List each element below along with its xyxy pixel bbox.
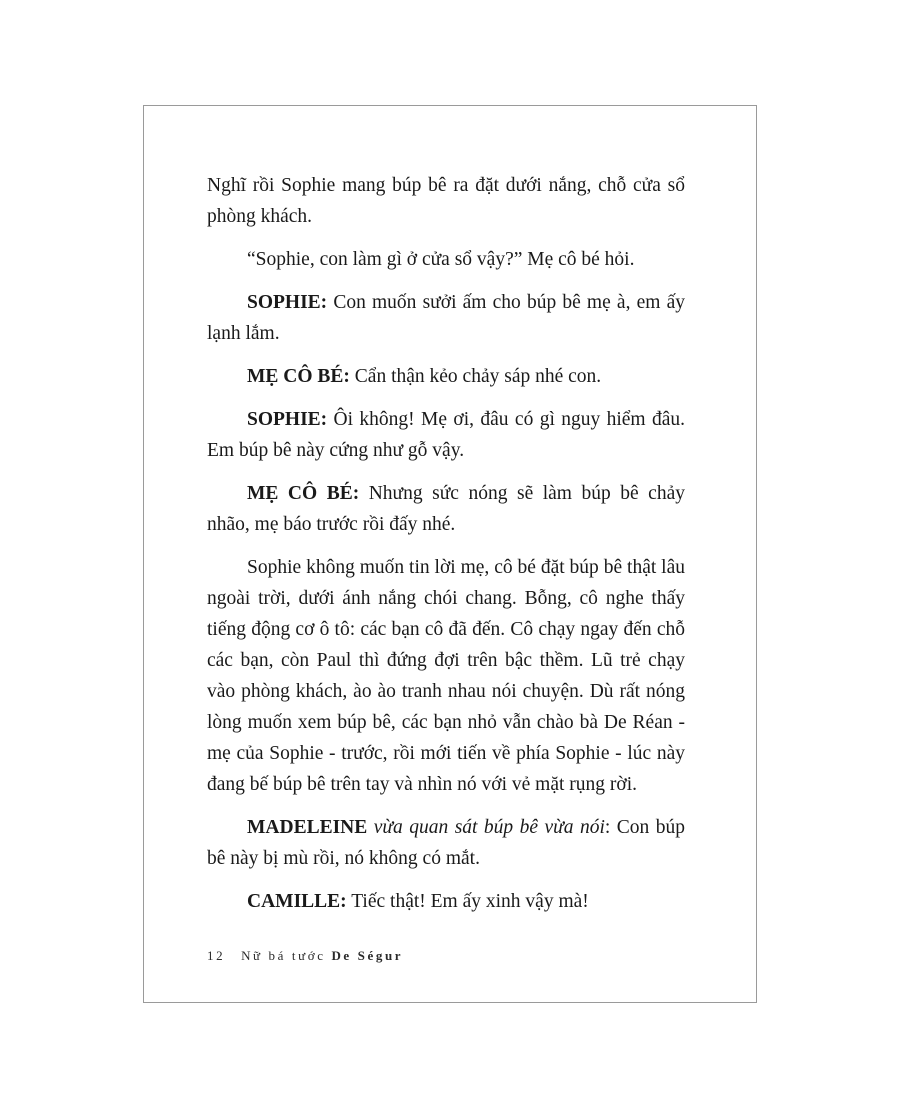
paragraph-narration-2 <box>207 244 685 275</box>
speaker-name: MADELEINE <box>247 817 368 838</box>
dialogue-text: Cẩn thận kẻo chảy sáp nhé con. <box>349 366 602 387</box>
dialogue-text: : Con búp bê này bị mù rồi, nó không có mắt. <box>207 817 685 869</box>
body-text <box>207 170 685 929</box>
author-name: De Ségur <box>331 948 404 963</box>
paragraph-dialogue-sophie-2 <box>207 404 685 466</box>
speaker-name: SOPHIE: <box>247 292 328 313</box>
paragraph-dialogue-camille <box>207 886 685 917</box>
speaker-name: CAMILLE: <box>247 891 347 912</box>
page-footer <box>207 948 403 964</box>
paragraph-dialogue-madeleine <box>207 812 685 874</box>
speaker-name: MẸ CÔ BÉ: <box>247 366 350 387</box>
narration-text: “Sophie, con làm gì ở cửa sổ vậy?” Mẹ cô bé hỏi. <box>247 249 635 270</box>
paragraph-dialogue-mother-1 <box>207 361 685 392</box>
speaker-name: MẸ CÔ BÉ: <box>247 483 360 504</box>
paragraph-dialogue-mother-2 <box>207 478 685 540</box>
dialogue-text: Con muốn sưởi ấm cho búp bê mẹ à, em ấy lạnh lắm. <box>207 292 685 344</box>
dialogue-text: Ôi không! Mẹ ơi, đâu có gì nguy hiểm đâu. Em búp bê này cứng như gỗ vậy. <box>207 409 685 461</box>
page-number: 12 <box>207 948 226 963</box>
paragraph-narration-3 <box>207 552 685 800</box>
narration-text: Sophie không muốn tin lời mẹ, cô bé đặt búp bê thật lâu ngoài trời, dưới ánh nắng chói chang. Bỗng, cô nghe thấy tiếng động cơ ô tô: các bạn cô đã đến. Cô chạy ngay đến chỗ các bạn, còn Paul thì đứng đợi trên bậc thềm. Lũ trẻ chạy vào phòng khách, ào ào tranh nhau nói chuyện. Dù rất nóng lòng muốn xem búp bê, các bạn nhỏ vẫn chào bà De Réan - mẹ của Sophie - trước, rồi mới tiến về phía Sophie - lúc này đang bế búp bê trên tay và nhìn nó với vẻ mặt rụng rời. <box>207 557 685 795</box>
narration-text: Nghĩ rồi Sophie mang búp bê ra đặt dưới nắng, chỗ cửa sổ phòng khách. <box>207 175 685 227</box>
paragraph-narration-1 <box>207 170 685 232</box>
book-title: Nữ bá tước <box>241 948 326 963</box>
paragraph-dialogue-sophie-1 <box>207 287 685 349</box>
stage-direction: vừa quan sát búp bê vừa nói <box>367 817 605 838</box>
dialogue-text: Tiếc thật! Em ấy xinh vậy mà! <box>346 891 589 912</box>
speaker-name: SOPHIE: <box>247 409 328 430</box>
dialogue-text: Nhưng sức nóng sẽ làm búp bê chảy nhão, mẹ báo trước rồi đấy nhé. <box>207 483 685 535</box>
